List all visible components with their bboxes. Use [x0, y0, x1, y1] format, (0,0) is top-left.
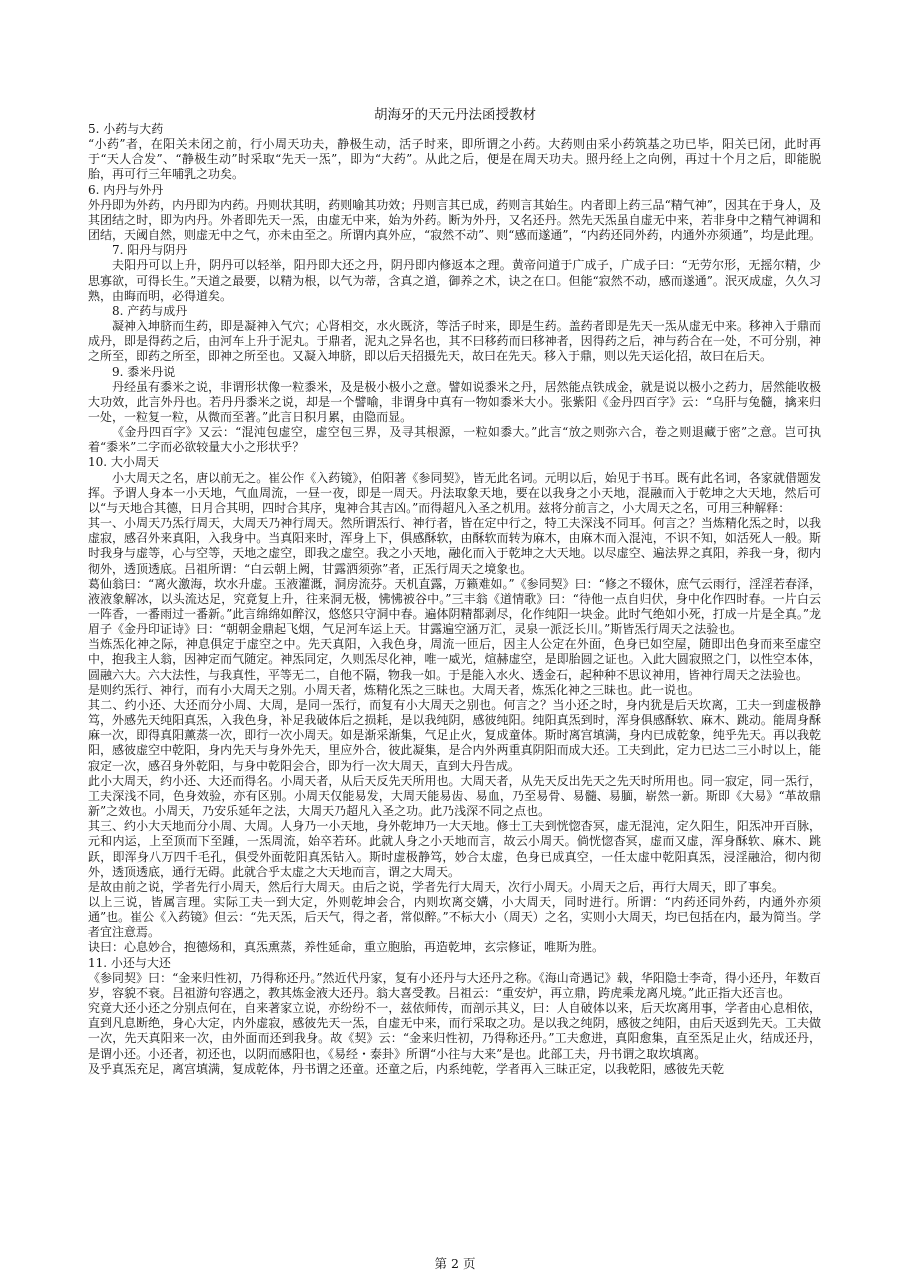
paragraph: “小药”者，在阳关未闭之前，行小周天功夫，静极生动，活子时来，即所谓之小药。大药则由采小药筑基之功已毕，阳关已闭，此时再于“天人合发”、“静极生动”时采取“先天一炁”，即为“大药”。从此之后，便是在周天功夫。照丹经上之向例，再过十个月之后，即能脱胎，再可行三年哺乳之功矣。 [88, 137, 821, 182]
paragraph: 夫阳丹可以上升，阴丹可以轻举，阳丹即大还之丹，阴丹即内修返本之理。黄帝问道于广成子，广成子曰：“无劳尔形，无摇尔精，少思寡欲，可得长生。”天道之最要，以精为根，以气为蒂，含真之道，御养之术，诀之在口。但能“寂然不动，感而遂通”。泯灭成虚，久久习熟，由晦而明，必得道矣。 [88, 258, 821, 303]
section-heading: 9. 黍米丹说 [112, 364, 176, 379]
paragraph: 葛仙翁曰：“离火激海，坎水升虚。玉液灌溉，洞房流芬。天机直露，万籁难如。”《参同契》曰：“修之不辍休，庶气云雨行，淫淫若春泽，液液象解冰，以头流达足，究竟复上升，往来洞无极，怫怫被谷中。”三丰翁《道情歌》曰：“待他一点自归伏，身中化作四时春。一片白云一阵香，一番雨过一番新。”此言绵绵如醉汉，悠悠只守洞中春。遍体阴精都剥尽，化作纯阳一块金。此时气绝如小死，打成一片是全真。”龙眉子《金丹印证诗》曰：“朝朝金鼎起飞烟，气足河车运上天。甘露遍空涵万汇，灵泉一派泛长川。”斯皆炁行周天之法验也。 [88, 576, 821, 637]
paragraph: 《参同契》曰：“金来归性初，乃得称还丹。”然近代丹家，复有小还丹与大还丹之称。《海山奇遇记》载，华阳隐士李奇，得小还丹，年数百岁，容貌不衰。吕祖游句容遇之，教其炼金液大还丹。翁大喜受教。吕祖云：“重安炉，再立鼎，跨虎乘龙离凡境。”此正指大还言也。 [88, 970, 821, 1000]
section-heading: 7. 阳丹与阴丹 [112, 243, 188, 258]
paragraph: 及乎真炁充足，离宫填满，复成乾体，丹书谓之还童。还童之后，内系纯乾，学者再入三昧正定，以我乾阳，感彼先天乾 [88, 1061, 725, 1076]
paragraph: 外丹即为外药，内丹即为内药。丹则状其明，药则喻其功效；丹则言其已成，药则言其始生。内者即上药三品“精气神”，因其在于身人，及其团结之时，即为内丹。外者即先天一炁，由虚无中来，始为外药。断为外丹，又名还丹。然先天炁虽自虚无中来，若非身中之精气神调和团结，天阈自然，则虚无中之气，亦未由至之。所谓内真外应，“寂然不动”、则“感而遂通”，“内药还同外药，内通外亦须通”，均是此理。 [88, 197, 821, 243]
paragraph: 此小大周天，约小还、大还而得名。小周天者，从后天反先天所用也。大周天者，从先天反出先天之先天时所用也。同一寂定，同一炁行，工夫深浅不同，色身效验，亦有区别。小周天仅能易发，大周天能易齿、易血，乃至易骨、易髓、易腼，崭然一新。斯即《大易》“革故鼎新”之效也。小周天，乃安乐延年之法，大周天乃超凡入圣之功。此乃浅深不同之点也。 [88, 773, 821, 819]
paragraph: 凝神入坤脐而生药，即是凝神入气穴；心肾相交，水火既济，等活子时来，即是生药。盖药者即是先天一炁从虚无中来。移神入于鼎而成丹，即是得药之后，由河车上升于泥丸。于鼎者，泥丸之异名也，其不曰移药而曰移神者，因得药之后，神与药合在一处，不可分别，神之所至，即药之所至，即神之所至也。又凝入坤脐，即以后天招摄先天，故曰在先天。移入于鼎，则以先天运化招，故曰在后天。 [88, 319, 821, 364]
document-body [88, 122, 821, 1077]
paragraph: 究竟大还小还之分别点何在，自来著家立说，亦纷纷不一，兹依师传，而剖示其义，曰：人自破体以来，后天坎离用事，学者由心息相依，直到凡息断绝，身心大定，内外虚寂，感彼先天一炁，自虚无中来，而行采取之功。是以我之纯阴，感彼之纯阳，由后天返到先天。工夫做一次，先天真阳来一次，由外面而还到我身。故《契》云：“金来归性初，乃得称还丹。”工夫愈进，真阳愈集，直至炁足止火，结成还丹，是谓小还。小还者，初还也，以阴而感阳也，《易经・泰卦》所谓“小往与大来”是也。此部工夫，丹书谓之取坎填离。 [88, 1001, 821, 1061]
paragraph: 以上三说，皆属言理。实际工夫一到大定，外则乾坤会合，内则坎离交媾，小大周天，同时进行。所谓：“内药还同外药，内通外亦须通”也。崔公《入药镜》但云：“先天炁，后天气，得之者，常似醉。”不标大小（周天）之名，实则小大周天，均已包括在内，最为简当。学者宜注意焉。 [88, 894, 821, 940]
section-heading: 10. 大小周天 [88, 455, 159, 470]
page-title: 胡海牙的天元丹法函授教材 [374, 107, 536, 123]
paragraph: 诀曰：心息妙合，抱德炀和，真炁熏蒸，养性延命，重立胞胎，再造乾坤，玄宗修证，唯斯为胜。 [88, 940, 605, 955]
paragraph: 其二、约小还、大还而分小周、大周，是同一炁行，而复有小大周天之别也。何言之？当小还之时，身内犹是后天坎离，工夫一到虚极静笃，外感先天纯阳真炁，入我色身，补足我破体后之损耗，是以我纯阴，感彼纯阳。纯阳真炁到时，浑身俱感酥软、麻木、跳动。能周身酥麻一次，即得真阳薰蒸一次，即行一次小周天。如是渐采渐集，气足止火，复成童体。斯时离宫填满，身内已成乾象，纯乎先天。再以我乾阳，感彼虚空中乾阳，身内先天与身外先天，里应外合，彼此凝集，是合内外两重真阴阳而成大还。工夫到此，定力已达二三小时以上，能寂定一次，感召身外乾阳，与身中乾阳会合，即为行一次大周天，直到大丹告成。 [88, 697, 821, 773]
section-heading: 11. 小还与大还 [88, 955, 171, 970]
section-heading: 8. 产药与成丹 [112, 303, 188, 318]
paragraph: 是故由前之说，学者先行小周天，然后行大周天。由后之说，学者先行大周天，次行小周天。小周天之后，再行大周天，即了事矣。 [88, 879, 785, 894]
section-heading: 5. 小药与大药 [88, 122, 164, 136]
paragraph: 是则约炁行、神行，而有小大周天之别。小周天者，炼精化炁之三昧也。大周天者，炼炁化神之三昧也。此一说也。 [88, 682, 701, 697]
paragraph: 《金丹四百字》又云：“混沌包虚空，虚空包三界，及寻其根源，一粒如黍大。”此言“放之则弥六合，卷之则退藏于密”之意。岂可执着“黍米”二字而必欲较量大小之形状乎？ [88, 425, 821, 455]
page-number: 第 2 页 [434, 1256, 476, 1271]
paragraph: 丹经虽有黍米之说，非谓形状像一粒黍米，及是极小极小之意。譬如说黍米之丹，居然能点铁成金，就是说以极小之药力，居然能收极大功效，此言外丹也。若丹丹黍米之说，却是一个譬喻，非谓身中真有一物如黍米大小。张紫阳《金丹四百字》云：“乌肝与兔髓，擒来归一处，一粒复一粒，从微而至著。”此言日积月累，由隐而显。 [88, 379, 821, 424]
paragraph: 当炼炁化神之际，神息俱定于虚空之中。先天真阳，入我色身，周流一匝后，因主人公定在外面，色身已如空屋，随即出色身而来至虚空中，抱我主人翁，因神定而气随定。神炁同定，久则炁尽化神，唯一威光，煊赫虚空，是即胎圆之证也。入此大圆寂照之门，以性空本体，圆融六大。六大法性，与我真性，平等无二，自他不隔，物我一如。于是能入水火、透金石，起种种不思议神用，皆神行周天之法验也。 [88, 637, 821, 682]
section-heading: 6. 内丹与外丹 [88, 182, 164, 197]
paragraph: 其一、小周天乃炁行周天，大周天乃神行周天。然所谓炁行、神行者，皆在定中行之，特工夫深浅不同耳。何言之？当炼精化炁之时，以我虚寂，感召外来真阳，入我身中。当真阳来时，浑身上下，俱感酥软，由酥软而转为麻木，由麻木而入混沌，不识不知，如活死人一般。斯时我身与虚等，心与空等，天地之虚空，即我之虚空。我之小天地，融化而入于乾坤之大天地。以尽虚空、遍法界之真阳，养我一身，彻内彻外，透顶透底。吕祖所谓：“白云朝上阙，甘露洒须弥”者，正炁行周天之境象也。 [88, 516, 821, 576]
paragraph: 其三、约小大天地而分小周、大周。人身乃一小天地，身外乾坤乃一大天地。修士工夫到恍惚杳冥，虚无混沌，定久阳生，阳炁冲开百脉，元和内运，上至顶而下至踵，一炁周流，始卒若环。此就人身之小天地而言，故云小周天。倘恍惚杳冥，虚而又虚，浑身酥软、麻木、跳跃，即浑身八万四千毛孔，俱受外面乾阳真炁钻入。斯时虚极静笃，妙合太虚，色身已成真空，一任太虚中乾阳真炁，浸淫融洽，彻内彻外，透顶透底，通行无碍。此就合乎太虚之大天地而言，谓之大周天。 [88, 819, 821, 879]
paragraph: 小大周天之名，唐以前无之。崔公作《入药镜》，伯阳著《参同契》，皆无此名词。元明以后，始见于书耳。既有此名词，各家就借题发挥。予谓人身本一小天地，气血周流，一昼一夜，即是一周天。丹法取象天地，要在以我身之小天地，混融而入于乾坤之大天地，然后可以“与天地合其德，日月合其明，四时合其序，鬼神合其吉凶。”而得超凡入圣之机用。兹将分前言之，小大周天之名，可用三种解释： [88, 470, 821, 515]
